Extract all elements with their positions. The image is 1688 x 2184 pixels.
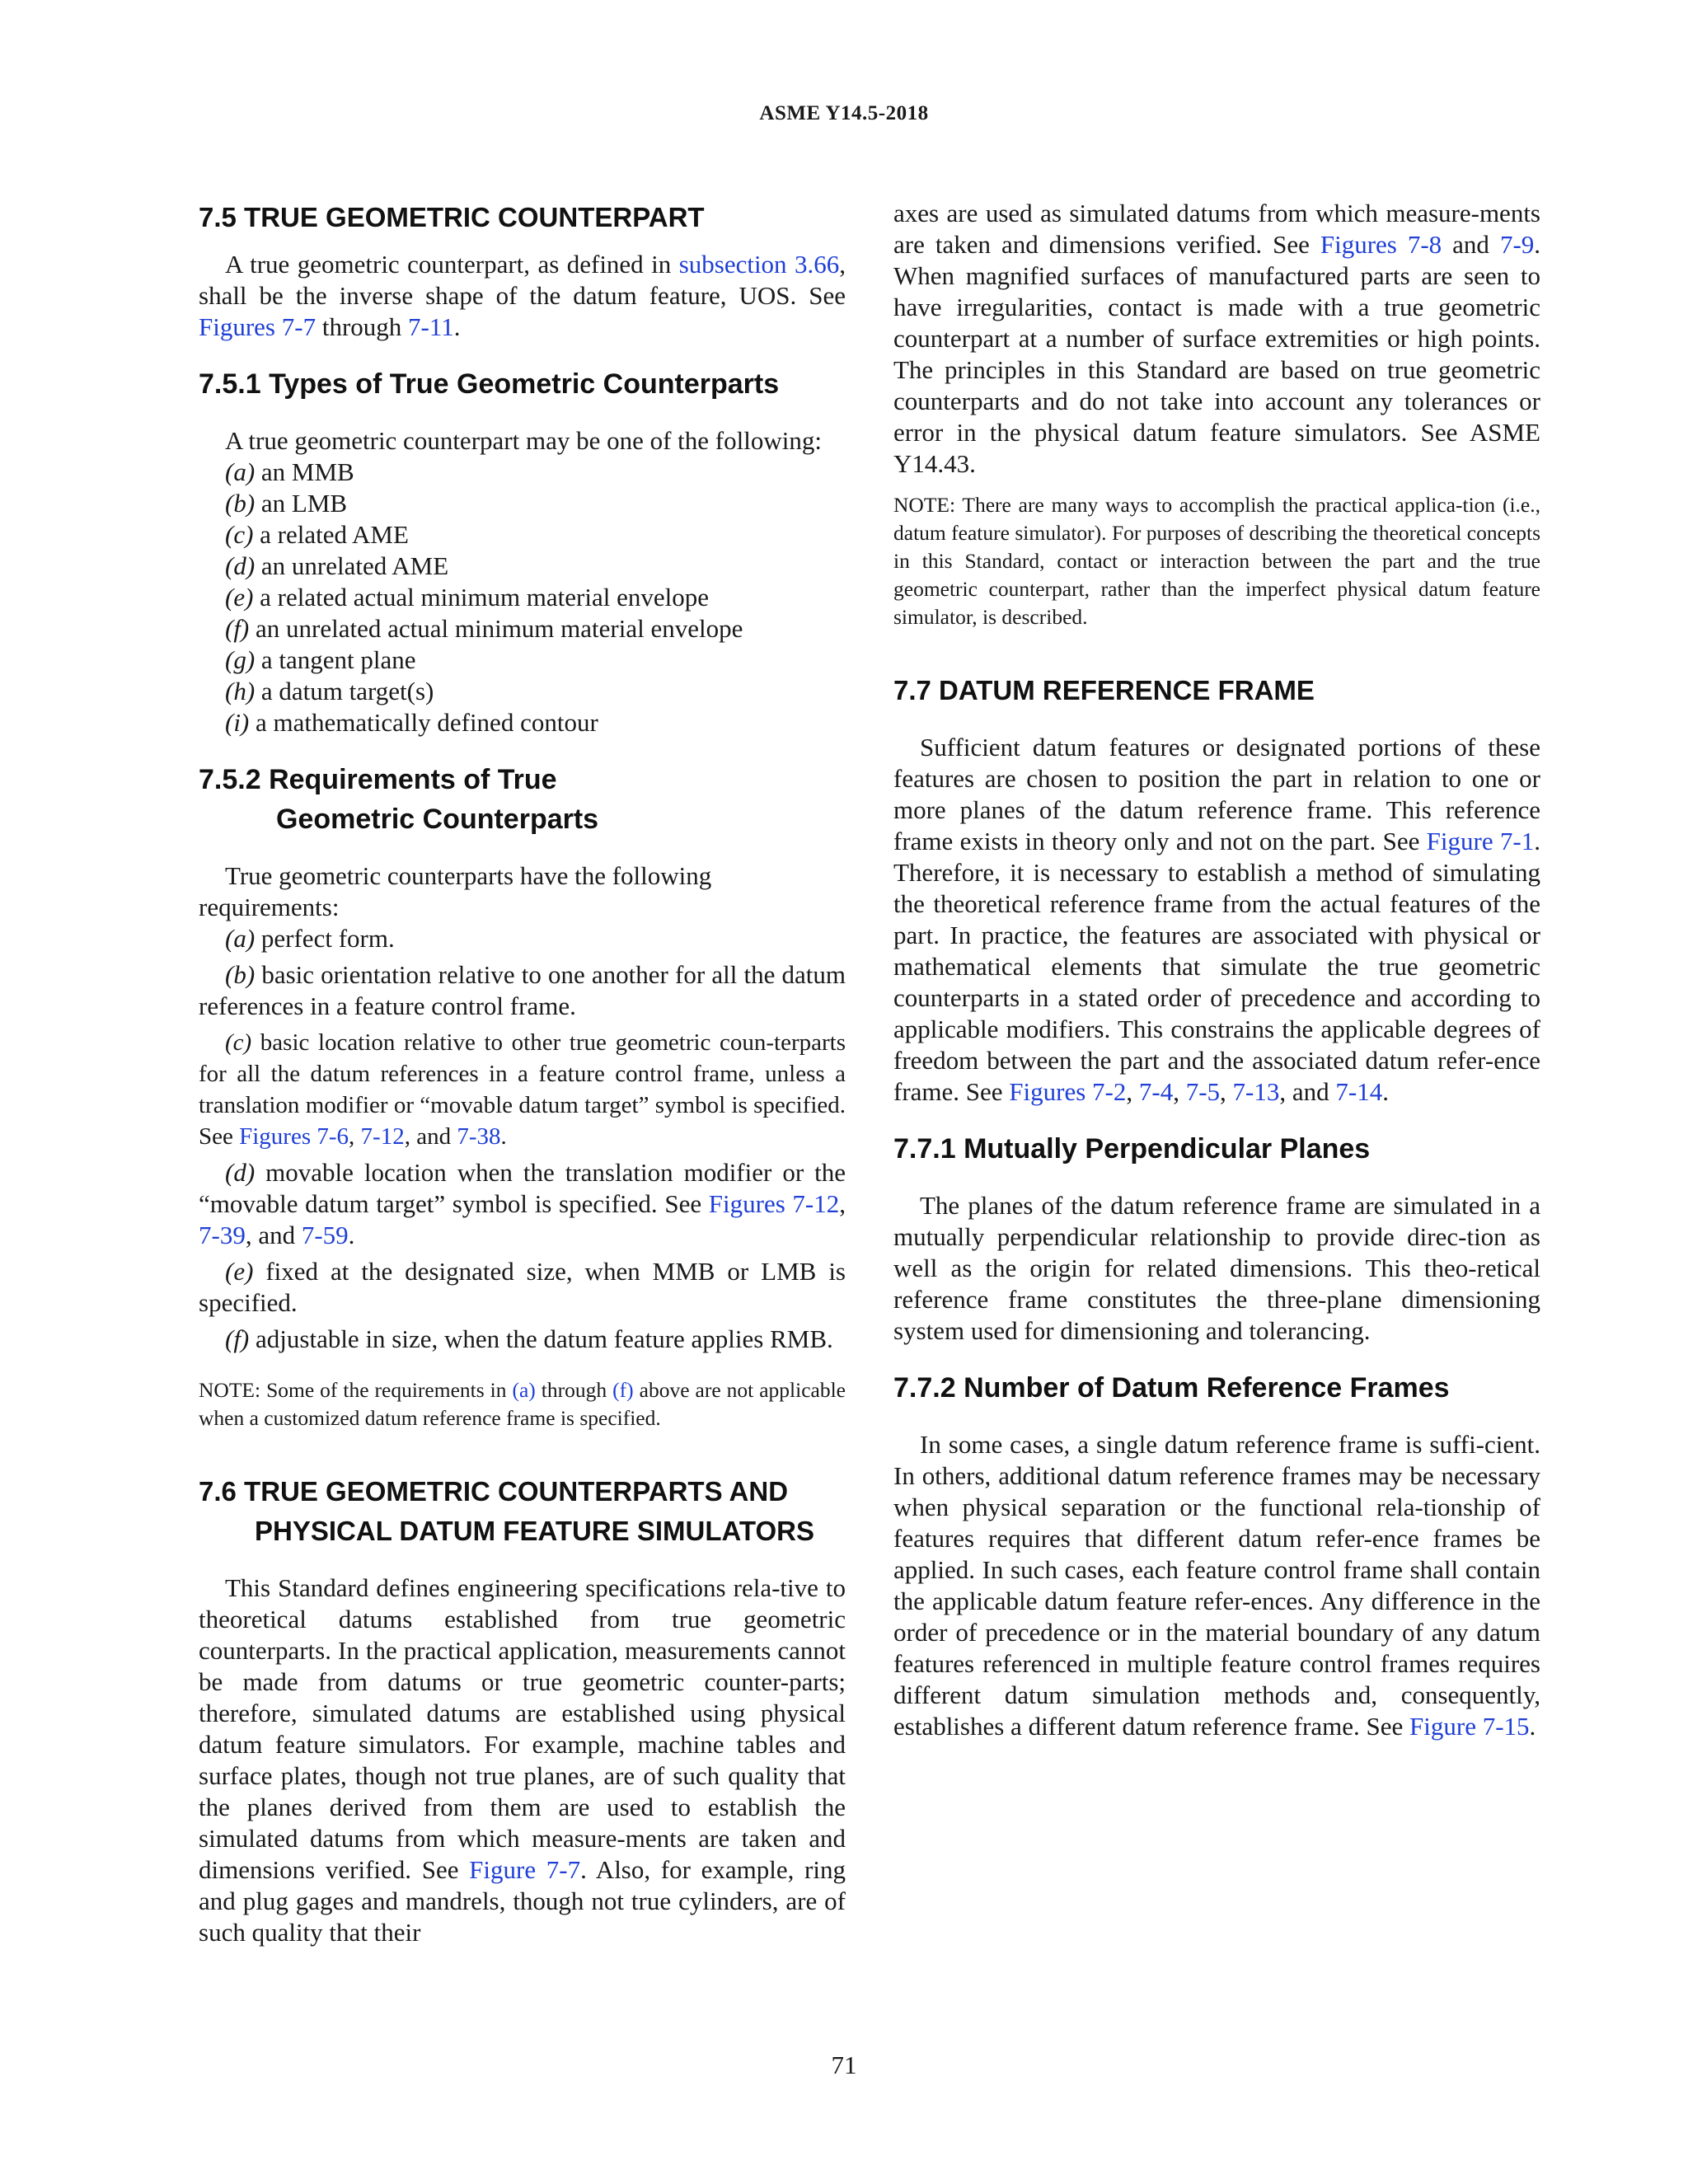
left-column xyxy=(199,198,846,1948)
running-header: ASME Y14.5-2018 xyxy=(759,102,929,124)
section-7-6-heading: 7.6 TRUE GEOMETRIC COUNTERPARTS AND PHYSICAL DATUM FEATURE SIMULATORS xyxy=(199,1476,814,1546)
link-figure-7-4[interactable]: 7-4 xyxy=(1138,1077,1174,1106)
section-7-5-1-heading: 7.5.1 Types of True Geometric Counterparts xyxy=(199,368,780,400)
list-item: (d) an unrelated AME xyxy=(225,551,449,580)
link-requirement-a[interactable]: (a) xyxy=(512,1378,536,1402)
list-item: (f) an unrelated actual minimum material envelope xyxy=(225,614,743,643)
link-figures-7-6[interactable]: Figures 7-6 xyxy=(239,1123,349,1150)
section-7-5-paragraph: A true geometric counterpart, as defined in subsection 3.66, shall be the inverse shape of the datum feature, UOS. See Figures 7-7 through 7-11. xyxy=(199,250,846,341)
section-7-5-2-heading: 7.5.2 Requirements of True Geometric Counterparts xyxy=(199,764,599,835)
list-item: (c) a related AME xyxy=(225,520,409,549)
section-7-5-1-intro: A true geometric counterpart may be one of the following: xyxy=(225,426,822,455)
requirement-e: (e) fixed at the designated size, when MMB or LMB is specified. xyxy=(199,1257,846,1317)
link-figure-7-15[interactable]: Figure 7-15 xyxy=(1409,1712,1530,1741)
counterpart-types-list xyxy=(199,457,846,738)
requirement-d: (d) movable location when the translation modifier or the “movable datum target” symbol is specified. See Figures 7-12, 7-39, and 7-59. xyxy=(199,1158,846,1249)
list-item: (b) an LMB xyxy=(225,489,348,518)
link-figures-7-2[interactable]: Figures 7-2 xyxy=(1009,1077,1127,1106)
link-figures-7-12[interactable]: Figures 7-12 xyxy=(708,1189,840,1218)
link-figure-7-13[interactable]: 7-13 xyxy=(1232,1077,1280,1106)
section-7-7-heading: 7.7 DATUM REFERENCE FRAME xyxy=(893,675,1315,705)
list-item: (a) an MMB xyxy=(225,457,354,486)
link-figure-7-1[interactable]: Figure 7-1 xyxy=(1426,827,1535,855)
requirement-a: (a) perfect form. xyxy=(225,924,395,953)
list-item: (g) a tangent plane xyxy=(225,645,416,674)
link-figure-7-11[interactable]: 7-11 xyxy=(408,312,454,341)
section-7-7-paragraph: Sufficient datum features or designated portions of these features are chosen to position the part in relation to one or more planes of the datum reference frame. This reference frame exists in theory only and not on the part. See Figure 7-1. Therefore, it is necessary to establish a method of simulating the theoretical reference frame from the actual features of the part. In practice, the features are associated with physical or mathematical elements that simulate the true geometric counterparts in a stated order of precedence and according to applicable modifiers. This constrains the applicable degrees of freedom between the part and the associated datum refer-ence frame. See Figures 7-2, 7-4, 7-5, 7-13, and 7-14. xyxy=(893,733,1540,1106)
link-figure-7-7[interactable]: Figure 7-7 xyxy=(469,1855,581,1884)
list-item: (e) a related actual minimum material envelope xyxy=(225,583,710,612)
link-figure-7-59[interactable]: 7-59 xyxy=(301,1221,349,1249)
requirement-f: (f) adjustable in size, when the datum feature applies RMB. xyxy=(225,1324,833,1353)
link-figure-7-9[interactable]: 7-9 xyxy=(1499,230,1535,259)
requirement-c: (c) basic location relative to other true geometric coun-terparts for all the datum references in a feature control frame, unless a translation modifier or “movable datum target” symbol is specified. See Figures 7-6, 7-12, and 7-38. xyxy=(199,1029,846,1150)
link-figures-7-8[interactable]: Figures 7-8 xyxy=(1320,230,1442,259)
section-7-5-heading: 7.5 TRUE GEOMETRIC COUNTERPART xyxy=(199,202,705,232)
link-requirement-f[interactable]: (f) xyxy=(612,1378,634,1402)
section-7-7-2-heading: 7.7.2 Number of Datum Reference Frames xyxy=(893,1372,1450,1404)
section-7-7-1-heading: 7.7.1 Mutually Perpendicular Planes xyxy=(893,1133,1371,1165)
section-7-6-paragraph: This Standard defines engineering specifications rela-tive to theoretical datums established from true geometric counterparts. In the practical application, measurements cannot be made from datums or true geometric counter-parts; therefore, simulated datums are established using physical datum feature simulators. For example, machine tables and surface plates, though not true planes, are of such quality that the planes derived from them are used to establish the simulated datums from which measure-ments are taken and dimensions verified. See Figure 7-7. Also, for example, ring and plug gages and mandrels, though not true cylinders, are of such quality that their xyxy=(199,1573,846,1947)
section-7-7-1-paragraph: The planes of the datum reference frame are simulated in a mutually perpendicular relationship to provide direc-tion as well as the origin for related dimensions. This theo-retical reference frame constitutes the three-plane dimensioning system used for dimensioning and tolerancing. xyxy=(893,1191,1540,1345)
link-subsection-3-66[interactable]: subsection 3.66 xyxy=(678,250,840,279)
list-item: (i) a mathematically defined contour xyxy=(225,708,598,737)
link-figure-7-5[interactable]: 7-5 xyxy=(1185,1077,1221,1106)
link-figure-7-39[interactable]: 7-39 xyxy=(199,1221,246,1249)
section-7-5-2-intro: True geometric counterparts have the following requirements: xyxy=(199,861,712,921)
section-7-6-note: NOTE: There are many ways to accomplish the practical applica-tion (i.e., datum feature simulator). For purposes of describing the theoretical concepts in this Standard, contact or interaction between the part and the true geometric counterpart, rather than the imperfect physical datum feature simulator, is described. xyxy=(893,493,1540,629)
section-7-6-continuation: axes are used as simulated datums from which measure-ments are taken and dimensions verified. See Figures 7-8 and 7-9. When magnified surfaces of manufactured parts are seen to have irregularities, contact is made with a true geometric counterpart at a number of surface extremities or high points. The principles in this Standard are based on true geometric counterparts and do not take into account any tolerances or error in the physical datum feature simulators. See ASME Y14.43. xyxy=(893,199,1541,478)
requirement-b: (b) basic orientation relative to one another for all the datum references in a feature control frame. xyxy=(199,960,846,1020)
link-figure-7-12[interactable]: 7-12 xyxy=(360,1123,405,1150)
link-figures-7-7[interactable]: Figures 7-7 xyxy=(199,312,316,341)
page-number: 71 xyxy=(831,2050,857,2079)
list-item: (h) a datum target(s) xyxy=(225,677,434,705)
link-figure-7-14[interactable]: 7-14 xyxy=(1335,1077,1383,1106)
right-column xyxy=(893,198,1540,1742)
section-7-5-2-note: NOTE: Some of the requirements in (a) through (f) above are not applicable when a customized datum reference frame is specified. xyxy=(199,1378,846,1430)
link-figure-7-38[interactable]: 7-38 xyxy=(457,1123,501,1150)
section-7-7-2-paragraph: In some cases, a single datum reference frame is suffi-cient. In others, additional datum reference frames may be necessary when physical separation or the functional rela-tionship of features requires that different datum refer-ence frames be applied. In such cases, each feature control frame shall contain the applicable datum feature refer-ences. Any difference in the order of precedence or in the material boundary of any datum features referenced in multiple feature control frames requires different datum simulation methods and, consequently, establishes a different datum reference frame. See Figure 7-15. xyxy=(893,1430,1540,1741)
